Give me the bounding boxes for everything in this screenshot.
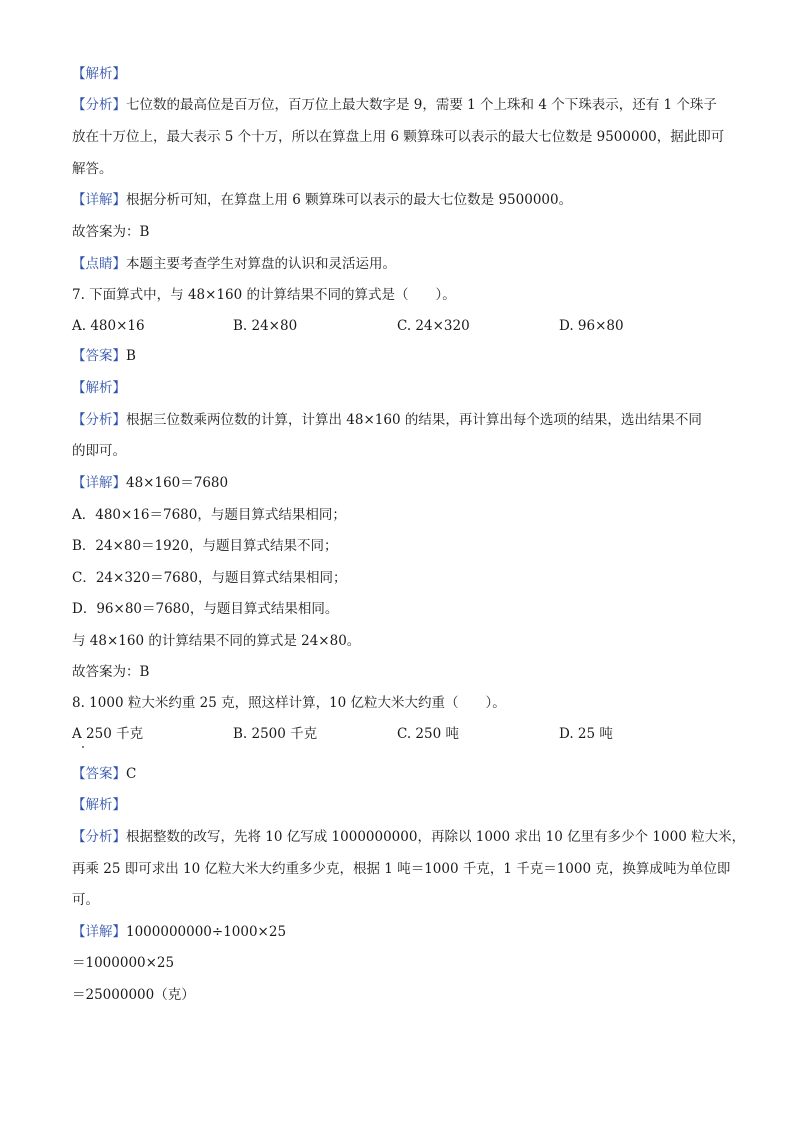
q8-question: 8. 1000 粒大米约重 25 克，照这样计算，10 亿粒大米大约重（ ）。 — [72, 695, 506, 711]
q8-option-d: D. 25 吨 — [559, 726, 613, 742]
q8-analysis-line-3: 可。 — [72, 892, 99, 908]
xiangjie-label: 【详解】 — [72, 924, 126, 940]
q7-option-d: D. 96×80 — [559, 318, 624, 334]
q8-answer-line — [72, 764, 136, 784]
q7-step-b: B．24×80＝1920，与题目算式结果不同； — [72, 538, 338, 554]
q8-option-a: A 250 千克 — [72, 726, 144, 742]
q8-answer-value: C — [126, 766, 137, 782]
q6-analysis-line-2: 放在十万位上，最大表示 5 个十万，所以在算盘上用 6 颗算珠可以表示的最大七位数是 9500000，据此即可 — [72, 129, 725, 145]
q7-option-c: C. 24×320 — [397, 318, 470, 334]
q7-answer-value: B — [126, 348, 136, 364]
fenxi-label: 【分析】 — [72, 97, 126, 113]
q7-step-c: C．24×320＝7680，与题目算式结果相同； — [72, 570, 347, 586]
jiexi-heading: 【解析】 — [72, 380, 126, 396]
daan-label: 【答案】 — [72, 348, 126, 364]
q8-detail-line — [72, 922, 286, 942]
q8-detail-text: 1000000000÷1000×25 — [126, 924, 287, 940]
q8-analysis-line-2: 再乘 25 即可求出 10 亿粒大米大约重多少克，根据 1 吨＝1000 千克，1 千克＝1000 克，换算成吨为单位即 — [72, 861, 731, 877]
q7-option-a: A. 480×16 — [72, 318, 145, 334]
fenxi-label: 【分析】 — [72, 412, 126, 428]
q6-analysis-text-1: 七位数的最高位是百万位，百万位上最大数字是 9，需要 1 个上珠和 4 个下珠表示，还有 1 个珠子 — [126, 97, 717, 113]
jiexi-heading: 【解析】 — [72, 797, 126, 813]
q7-analysis-line-2: 的即可。 — [72, 443, 126, 459]
fenxi-label: 【分析】 — [72, 829, 126, 845]
q8-calc-step-2: ＝25000000（克） — [72, 987, 195, 1003]
q7-answer-line — [72, 346, 136, 366]
xiangjie-label: 【详解】 — [72, 192, 126, 208]
stray-dot — [82, 746, 84, 748]
q6-detail-text: 根据分析可知，在算盘上用 6 颗算珠可以表示的最大七位数是 9500000。 — [126, 192, 573, 208]
q6-analysis-line-1 — [72, 95, 717, 115]
q8-analysis-text-1: 根据整数的改写，先将 10 亿写成 1000000000，再除以 1000 求出 10 亿里有多少个 1000 粒大米， — [126, 829, 746, 845]
q7-step-a: A．480×16＝7680，与题目算式结果相同； — [72, 507, 346, 523]
q8-analysis-line-1 — [72, 827, 745, 847]
q7-option-b: B. 24×80 — [233, 318, 298, 334]
q7-analysis-line-1 — [72, 410, 702, 430]
q7-detail-text: 48×160＝7680 — [126, 475, 229, 491]
daan-label: 【答案】 — [72, 766, 126, 782]
q6-final-answer: 故答案为：B — [72, 224, 150, 240]
q8-option-b: B. 2500 千克 — [233, 726, 318, 742]
q7-conclusion: 与 48×160 的计算结果不同的算式是 24×80。 — [72, 633, 361, 649]
q8-calc-step-1: ＝1000000×25 — [72, 955, 175, 971]
q7-step-d: D．96×80＝7680，与题目算式结果相同。 — [72, 601, 339, 617]
q6-tip-line — [72, 254, 396, 274]
q7-final-answer: 故答案为：B — [72, 664, 150, 680]
q6-tip-text: 本题主要考查学生对算盘的认识和灵活运用。 — [126, 256, 396, 272]
q6-detail-line — [72, 190, 572, 210]
jiexi-heading: 【解析】 — [72, 66, 126, 82]
dianjing-label: 【点睛】 — [72, 256, 126, 272]
q8-option-c: C. 250 吨 — [397, 726, 459, 742]
q7-analysis-text-1: 根据三位数乘两位数的计算，计算出 48×160 的结果，再计算出每个选项的结果，选出结果不同 — [126, 412, 702, 428]
q7-question: 7. 下面算式中，与 48×160 的计算结果不同的算式是（ ）。 — [72, 287, 456, 303]
xiangjie-label: 【详解】 — [72, 475, 126, 491]
q7-detail-line — [72, 473, 228, 493]
q6-analysis-line-3: 解答。 — [72, 161, 113, 177]
